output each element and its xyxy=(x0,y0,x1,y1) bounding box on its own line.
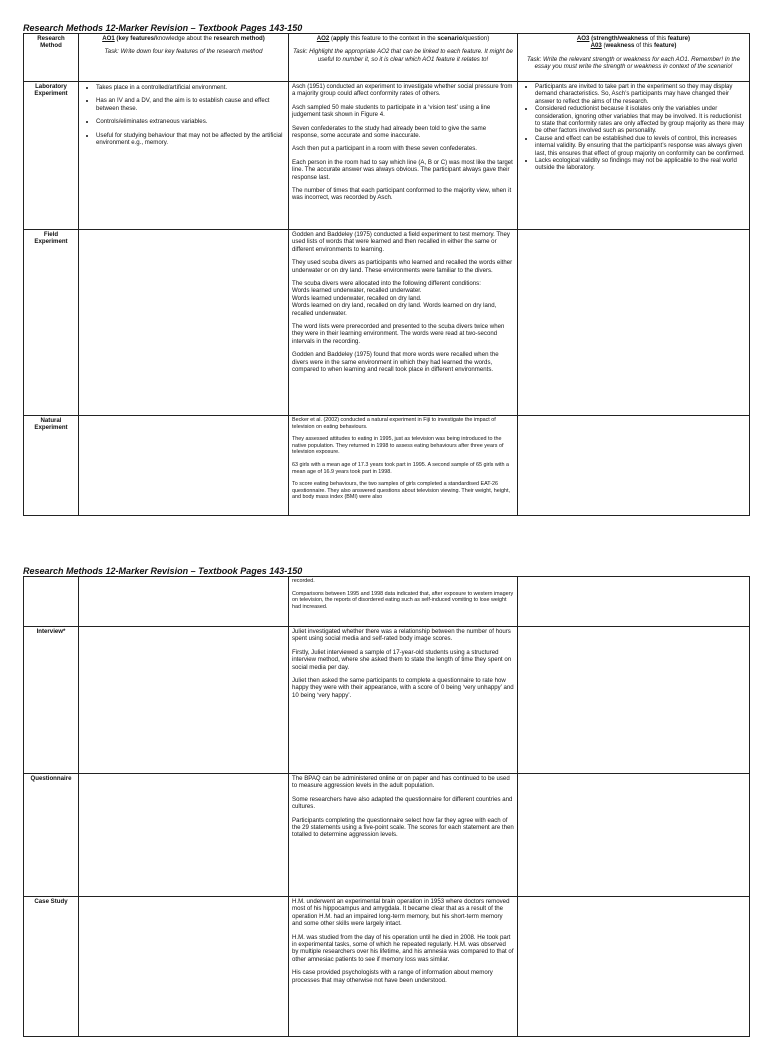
scenario-paragraph: To score eating behaviours, the two samples of girls completed a standardised EAT-26 questionnaire. They also answered questions about television viewing. Their weight, height, and body mass index (BMI) were also xyxy=(292,481,510,501)
ao3-cell xyxy=(518,774,750,897)
list-item: • Takes place in a controlled/artificial environment. xyxy=(96,84,285,91)
ao2-cell xyxy=(289,627,518,774)
lab-experiment-row xyxy=(24,82,750,230)
method-label: Questionnaire xyxy=(24,774,79,897)
ao3-header: AO3 (strength/weakness of this feature) A03 (weakness of this feature) Task: Write the relevant strength or weakness for each AO1. Remember! In the essay you must write the strength or weakness in context of the scenario! xyxy=(518,34,750,82)
list-item: • Has an IV and a DV, and the aim is to establish cause and effect between these. xyxy=(96,97,285,112)
list-item: • Cause and effect can be established due to levels of control, this increases internal validity. By ensuring that the participant’s response was always given last, this ensures that effect of group majority on conformity can be confirmed. xyxy=(535,135,746,157)
scenario-paragraph: Juliet then asked the same participants to complete a questionnaire to rate how happy they were with their appearance, with a score of 0 being ‘very unhappy’ and 10 being ‘very happy’. xyxy=(292,677,514,699)
method-label xyxy=(24,577,79,627)
list-item: • Controls/eliminates extraneous variables. xyxy=(96,118,285,125)
header-row xyxy=(24,34,750,82)
scenario-paragraph: H.M. underwent an experimental brain operation in 1953 where doctors removed most of his hippocampus and amygdala. It became clear that as a result of the operation H.M. had an impaired long-term memory, but his short-term memory and some other skills were largely intact. xyxy=(292,898,510,928)
interview-row xyxy=(24,627,750,774)
research-method-header: Research Method xyxy=(24,34,79,82)
scenario-paragraph: Asch (1951) conducted an experiment to investigate whether social pressure from a majority group could affect conformity rates of others. xyxy=(292,83,513,98)
scenario-paragraph: Godden and Baddeley (1975) conducted a field experiment to test memory. They used lists of words that were learned and then recalled in either the same or different environments to learning. xyxy=(292,231,510,253)
scenario-paragraph: Asch sampled 50 male students to participate in a ‘vision test’ using a line judgement task shown in Figure 4. xyxy=(292,103,491,119)
list-item: • Useful for studying behaviour that may not be affected by the artificial environment e.g., memory. xyxy=(96,132,285,147)
scenario-paragraph: Asch then put a participant in a room with these seven confederates. xyxy=(292,145,477,153)
scenario-paragraph: Participants completing the questionnaire select how far they agree with each of the 29 statements using a five-point scale. The scores for each statement are then totalled to determine aggression levels. xyxy=(292,816,514,839)
scenario-paragraph: The number of times that each participant conformed to the majority view, when it was incorrect, was recorded by Asch. xyxy=(292,187,512,202)
method-label: Field Experiment xyxy=(24,230,79,416)
scenario-paragraph: Seven confederates to the study had already been told to give the same response, some accurate and some inaccurate. xyxy=(292,124,487,140)
method-label: Interview* xyxy=(24,627,79,774)
ao3-cell xyxy=(518,627,750,774)
scenario-paragraph: 63 girls with a mean age of 17.3 years took part in 1995. A second sample of 65 girls with a mean age of 16.9 years took part in 1998. xyxy=(292,461,509,475)
ao3-cell xyxy=(518,82,750,230)
scenario-paragraph: Firstly, Juliet interviewed a sample of 17-year-old students using a structured interview method, where she asked them to state the length of time they spent on social media per day. xyxy=(292,648,512,671)
list-item: • Participants are invited to take part in the experiment so they may display demand characteristics. So, Asch’s participants may have changed their answer to reflect the aims of the research. xyxy=(535,83,746,105)
scenario-paragraph: The BPAQ can be administered online or on paper and has continued to be used to measure aggression levels in the adult population. xyxy=(292,775,510,790)
scenario-paragraph: They assessed attitudes to eating in 1995, just as television was being introduced to the native population. They returned in 1998 to assess eating behaviours after three years of television exposure. xyxy=(292,436,504,456)
case-study-row xyxy=(24,897,750,1037)
scenario-paragraph: H.M. was studied from the day of his operation until he died in 2008. He took part in experimental tasks, some of which he repeated regularly. H.M. was observed by multiple researchers over his lifetime, and his amnesia was compared to that of other amnesiac patients to see if memory loss was similar. xyxy=(292,933,514,963)
ao1-cell xyxy=(79,627,289,774)
scenario-paragraph: They used scuba divers as participants who learned and recalled the words either underwater or on dry land. These environments were familiar to the divers. xyxy=(292,259,513,274)
questionnaire-row xyxy=(24,774,750,897)
method-label: Case Study xyxy=(24,897,79,1037)
ao3-cell xyxy=(518,230,750,416)
ao1-cell xyxy=(79,897,289,1037)
natural-experiment-row xyxy=(24,416,750,516)
ao3-cell xyxy=(518,577,750,627)
revision-table xyxy=(23,33,750,516)
ao1-cell xyxy=(79,416,289,516)
page-title: Research Methods 12-Marker Revision – Textbook Pages 143-150 xyxy=(23,566,303,576)
field-experiment-row xyxy=(24,230,750,416)
ao2-cell xyxy=(289,230,518,416)
ao2-cell xyxy=(289,774,518,897)
ao1-header: AO1 (key features/knowledge about the research method) Task: Write down four key features of the research method xyxy=(79,34,289,82)
scenario-paragraph: The scuba divers were allocated into the following different conditions: Words learned underwater, recalled underwater. Words learned underwater, recalled on dry land. Words learned on dry land, recalled on dry land. Words learned on dry land, recalled underwater. xyxy=(292,280,497,317)
ao1-cell xyxy=(79,774,289,897)
ao1-cell xyxy=(79,577,289,627)
scenario-paragraph: Some researchers have also adapted the questionnaire for different countries and cultures. xyxy=(292,795,513,811)
ao2-cell xyxy=(289,897,518,1037)
method-label: Natural Experiment xyxy=(24,416,79,516)
list-item: • Lacks ecological validity so findings may not be applicable to the real world outside the laboratory. xyxy=(535,157,746,172)
scenario-paragraph: Each person in the room had to say which line (A, B or C) was most like the target line. The accurate answer was always obvious. The participant always gave their response last. xyxy=(292,158,513,181)
scenario-paragraph: Juliet investigated whether there was a relationship between the number of hours spent using social media and self-rated body image scores. xyxy=(292,628,511,643)
page-title: Research Methods 12-Marker Revision – Textbook Pages 143-150 xyxy=(23,23,303,33)
scenario-paragraph: recorded. xyxy=(292,578,315,584)
method-label: Laboratory Experiment xyxy=(24,82,79,230)
list-item: • Considered reductionist because it isolates only the variables under consideration, ignoring other variables that may be involved. It is reductionist to state that conformity rates are only affected by group majority as there may be other factors involved such as personality. xyxy=(535,105,746,135)
ao3-cell xyxy=(518,897,750,1037)
ao2-cell xyxy=(289,416,518,516)
ao3-cell xyxy=(518,416,750,516)
scenario-paragraph: Comparisons between 1995 and 1998 data indicated that, after exposure to western imagery on television, the reports of disordered eating such as self-induced vomiting to lose weight had increased. xyxy=(292,590,514,610)
ao2-cell xyxy=(289,577,518,627)
ao2-header: AO2 (apply this feature to the context in the scenario/question) Task: Highlight the appropriate AO2 that can be linked to each feature. It might be useful to number it, so it is clear which AO1 feature it relates to! xyxy=(289,34,518,82)
natural-experiment-continued-row xyxy=(24,577,750,627)
ao2-cell xyxy=(289,82,518,230)
scenario-paragraph: The word lists were prerecorded and presented to the scuba divers twice when they were in their learning environment. The words were read at two-second intervals in the recording. xyxy=(292,323,505,345)
scenario-paragraph: His case provided psychologists with a range of information about memory processes that may otherwise not have been understood. xyxy=(292,969,493,984)
revision-table-continued xyxy=(23,576,750,1037)
ao1-cell xyxy=(79,230,289,416)
scenario-paragraph: Godden and Baddeley (1975) found that more words were recalled when the divers were in the same environment in which they had learned the words, compared to when learning and recall took place in different environments. xyxy=(292,351,499,374)
ao1-cell xyxy=(79,82,289,230)
scenario-paragraph: Becker et al. (2002) conducted a natural experiment in Fiji to investigate the impact of television on eating behaviours. xyxy=(292,417,496,430)
